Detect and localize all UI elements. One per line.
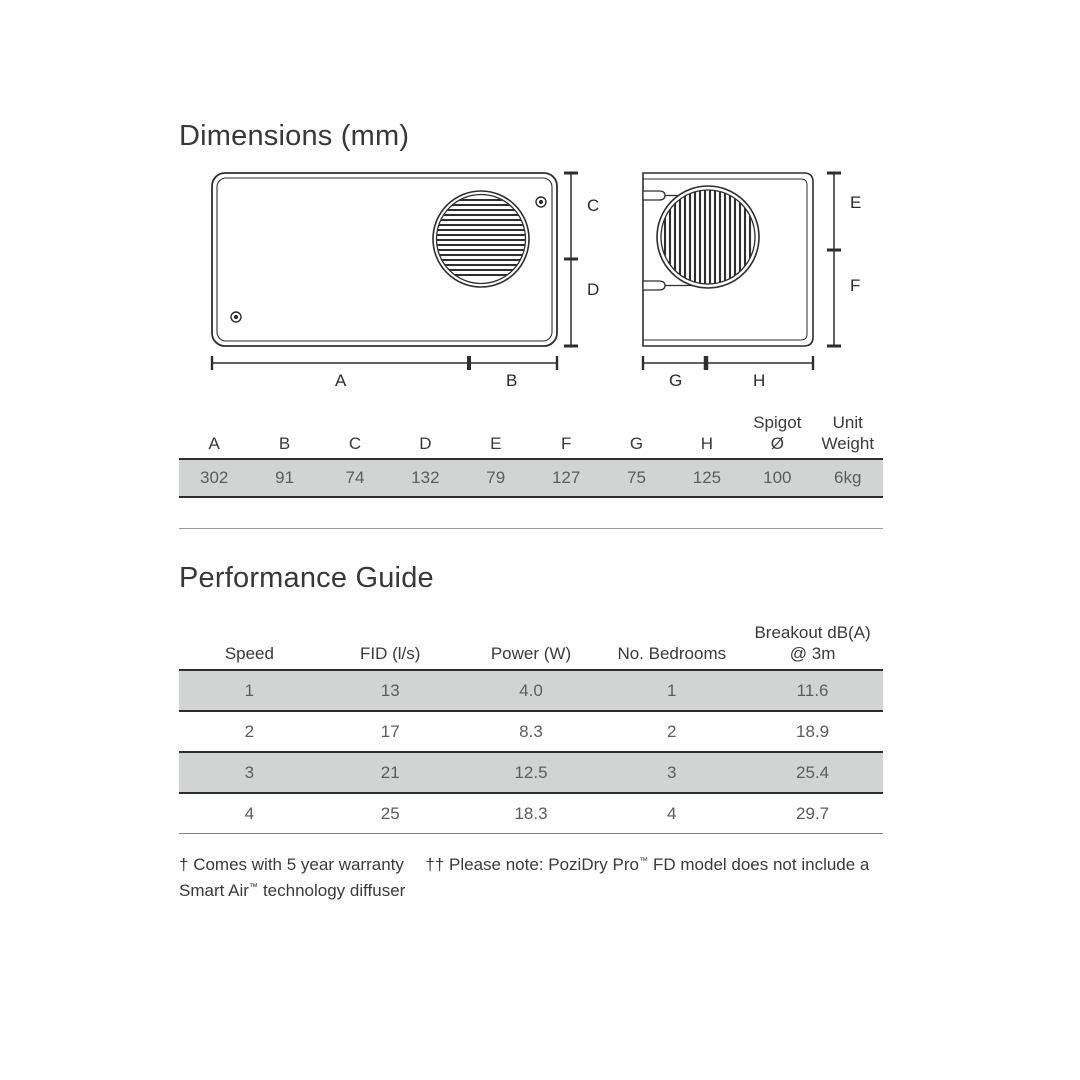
- header-line-2: FID (l/s): [359, 643, 421, 663]
- header-line-1: Breakout dB(A): [754, 622, 871, 642]
- performance-header-row: [179, 612, 883, 670]
- side-view-drawing: [643, 173, 861, 390]
- header-line-2: G: [629, 433, 644, 453]
- header-line-2: A: [208, 433, 220, 453]
- dimension-value-cell: 100: [742, 459, 812, 497]
- dimensions-header-cell: [390, 406, 460, 459]
- spec-sheet-page: [179, 0, 883, 1080]
- dimensions-table: [179, 406, 883, 498]
- dimension-label-e: E: [850, 193, 862, 212]
- header-line-2: No. Bedrooms: [617, 643, 727, 663]
- power-cell: 4.0: [461, 670, 602, 711]
- performance-header-power: [461, 612, 602, 670]
- fid-cell: 17: [380, 721, 400, 741]
- dimension-label-f: F: [850, 276, 861, 295]
- table-row: [179, 793, 883, 834]
- dimension-value-cell: 125: [672, 459, 742, 497]
- footnote-text-1: Comes with 5 year warranty: [193, 855, 404, 874]
- dimension-label-c: C: [587, 196, 600, 215]
- dimension-line-c-d: [564, 173, 578, 346]
- header-line-2: B: [278, 433, 291, 453]
- speed-cell: 4: [179, 793, 320, 834]
- power-cell: 8.3: [519, 721, 543, 741]
- front-grille-icon: [433, 191, 529, 287]
- speed-cell: 1: [179, 670, 320, 711]
- breakout-cell: 11.6: [742, 670, 883, 711]
- footnote-marker-1: †: [179, 855, 189, 874]
- mounting-bracket-bottom: [643, 281, 665, 290]
- dimension-label-d: D: [587, 280, 600, 299]
- dimensions-header-row: [179, 406, 883, 459]
- dimensions-heading: Dimensions (mm): [179, 120, 410, 152]
- dimension-value-cell: 127: [531, 459, 601, 497]
- dimensions-header-cell: [179, 406, 249, 459]
- performance-heading: Performance Guide: [179, 562, 434, 594]
- performance-header-fid: [320, 612, 461, 670]
- dimension-value-cell: 302: [179, 459, 249, 497]
- screw-icon-top-right: [536, 197, 546, 207]
- dimensions-header-cell: [672, 406, 742, 459]
- performance-table: [179, 612, 883, 834]
- technical-drawings: [179, 160, 883, 395]
- header-line-2: F: [560, 433, 572, 453]
- header-line-2: H: [700, 433, 714, 453]
- table-row: [179, 752, 883, 793]
- performance-header-breakout: [742, 612, 883, 670]
- mounting-bracket-top: [643, 191, 665, 200]
- header-line-2: Power (W): [490, 643, 572, 663]
- header-line-2: Ø: [770, 433, 784, 453]
- dimension-label-h: H: [753, 371, 766, 390]
- header-line-2: E: [490, 433, 502, 453]
- breakout-cell: 25.4: [742, 752, 883, 793]
- header-line-2: C: [348, 433, 362, 453]
- breakout-cell: 29.7: [742, 793, 883, 834]
- fid-cell: 25: [320, 793, 461, 834]
- performance-header-bedrooms: [601, 612, 742, 670]
- side-grille-icon: [657, 186, 759, 288]
- dimension-line-g-h: [643, 356, 813, 370]
- performance-header-speed: [179, 612, 320, 670]
- header-line-1: Unit: [832, 412, 863, 432]
- dimensions-header-unit-weight: [813, 406, 883, 459]
- dimensions-header-cell: [461, 406, 531, 459]
- header-line-2: Speed: [224, 643, 274, 663]
- dimension-value-cell: 75: [601, 459, 671, 497]
- section-divider: [179, 528, 883, 529]
- footnotes: [179, 852, 885, 904]
- dimension-value-cell: 132: [390, 459, 460, 497]
- power-cell: 12.5: [461, 752, 602, 793]
- dimension-label-a: A: [335, 371, 347, 390]
- dimension-line-a-b: [212, 356, 557, 370]
- dimension-value-cell: 74: [320, 459, 390, 497]
- footnote-text-2c: technology diffuser: [262, 880, 406, 900]
- table-row: [179, 670, 883, 711]
- bedrooms-cell: 2: [667, 721, 677, 741]
- table-row: [179, 711, 883, 752]
- speed-cell: 3: [179, 752, 320, 793]
- front-view-drawing: [212, 173, 599, 390]
- dimension-line-e-f: [827, 173, 841, 346]
- bedrooms-cell: 3: [601, 752, 742, 793]
- dimension-value-cell: 91: [249, 459, 319, 497]
- footnote-marker-2: ††: [425, 855, 445, 874]
- dimensions-header-cell: [531, 406, 601, 459]
- fid-cell: 21: [320, 752, 461, 793]
- screw-icon-bottom-left: [231, 312, 241, 322]
- dimension-value-cell: 6kg: [813, 459, 883, 497]
- dimensions-header-cell: [601, 406, 671, 459]
- footnote-text-2b: FD model does not include a Smart Air: [179, 855, 870, 900]
- speed-cell: 2: [244, 721, 255, 741]
- header-line-2: D: [419, 433, 432, 453]
- dimension-value-cell: 79: [461, 459, 531, 497]
- dimensions-header-cell: [249, 406, 319, 459]
- trademark-symbol-pozidry: ™: [638, 855, 649, 866]
- footnote-text-2a: Please note: PoziDry Pro: [449, 855, 639, 874]
- header-line-2: @ 3m: [789, 643, 836, 663]
- power-cell: 18.3: [461, 793, 602, 834]
- header-line-2: Weight: [821, 433, 875, 453]
- dimensions-header-cell: [320, 406, 390, 459]
- table-row: [179, 459, 883, 497]
- bedrooms-cell: 4: [601, 793, 742, 834]
- dimensions-header-spigot: [742, 406, 812, 459]
- breakout-cell: 18.9: [796, 721, 830, 741]
- dimension-label-b: B: [506, 371, 518, 390]
- fid-cell: 13: [320, 670, 461, 711]
- dimension-label-g: G: [669, 371, 683, 390]
- header-line-1: Spigot: [753, 412, 802, 432]
- bedrooms-cell: 1: [601, 670, 742, 711]
- trademark-symbol-smartair: ™: [248, 881, 259, 892]
